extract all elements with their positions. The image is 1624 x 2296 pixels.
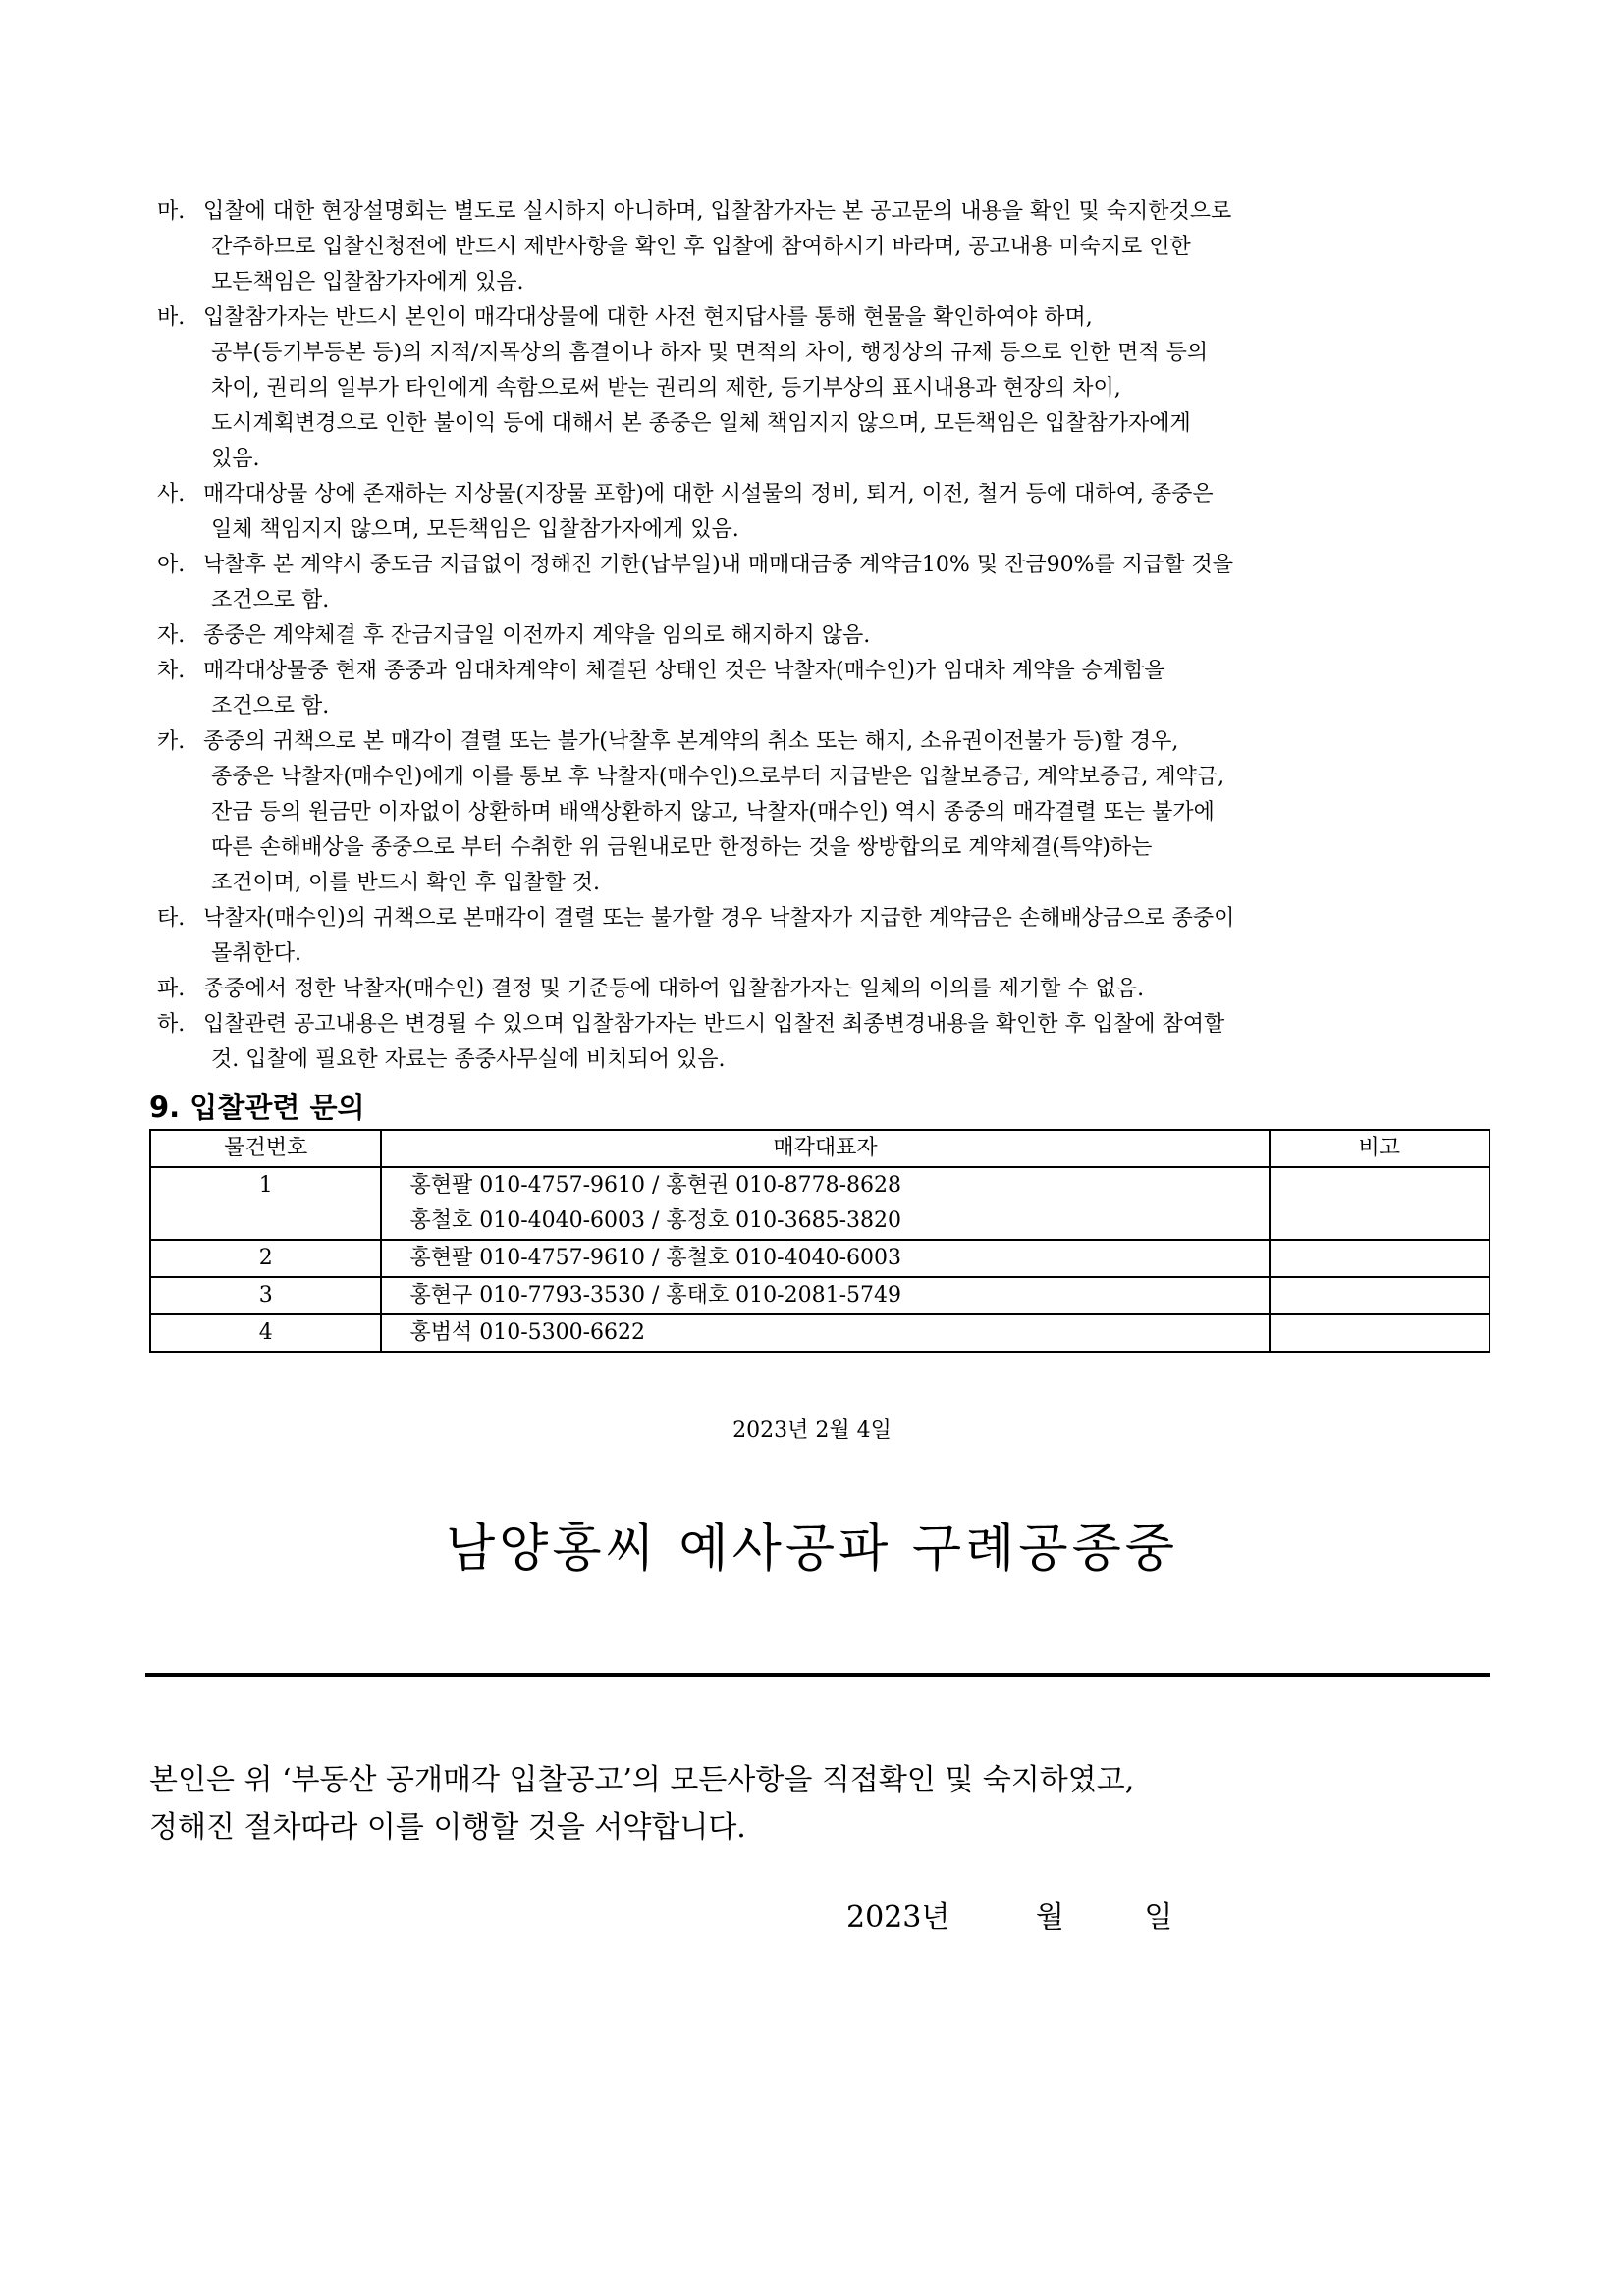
notice-item-marker: 카. [157,729,186,754]
organization-name: 남양홍씨 예사공파 구례공종중 [445,1520,1179,1578]
notice-item-line: 종중은 낙찰자(매수인)에게 이를 통보 후 낙찰자(매수인)으로부터 지급받은 입찰보증금, 계약보증금, 계약금, [211,765,1225,789]
notice-item-line: 잔금 등의 원금만 이자없이 상환하며 배액상환하지 않고, 낙찰자(매수인) 역시 종중의 매각결렬 또는 불가에 [211,800,1215,825]
notice-item [157,300,1492,477]
representative-contact: 홍철호 010-4040-6003 / 홍정호 010-3685-3820 [409,1208,902,1233]
representative-cell [381,1167,1269,1240]
notice-item-body [203,654,1492,724]
pledge-line: 본인은 위 ‘부동산 공개매각 입찰공고’의 모든사항을 직접확인 및 숙지하였고, [149,1763,1135,1797]
pledge-date-year: 2023년 [846,1900,950,1935]
item-number: 2 [258,1246,273,1270]
table-header-row [150,1130,1489,1167]
notice-item-line: 조건이며, 이를 반드시 확인 후 입찰할 것. [211,871,600,895]
notice-item-body [203,194,1492,300]
notice-item-line: 몰취한다. [211,941,302,966]
header-remarks: 비고 [1270,1130,1490,1167]
notice-item-line: 따른 손해배상을 종중으로 부터 수취한 위 금원내로만 한정하는 것을 쌍방합의로 계약체결(특약)하는 [211,835,1153,860]
notice-item-marker: 타. [157,906,186,931]
table-row [150,1277,1489,1314]
notice-item-line: 낙찰자(매수인)의 귀책으로 본매각이 결렬 또는 불가할 경우 낙찰자가 지급한 계약금은 손해배상금으로 종중이 [203,906,1235,931]
notice-item-line: 것. 입찰에 필요한 자료는 종중사무실에 비치되어 있음. [211,1047,726,1072]
notice-item-marker: 바. [157,305,186,330]
item-number-cell [150,1240,381,1277]
notice-item-line: 입찰관련 공고내용은 변경될 수 있으며 입찰참가자는 반드시 입찰전 최종변경내용을 확인한 후 입찰에 참여할 [203,1012,1225,1037]
notice-item-line: 공부(등기부등본 등)의 지적/지목상의 흠결이나 하자 및 면적의 차이, 행정상의 규제 등으로 인한 면적 등의 [211,341,1209,365]
notice-item-body [203,548,1492,618]
representative-contact: 홍현구 010-7793-3530 / 홍태호 010-2081-5749 [409,1283,902,1308]
notice-item [157,194,1492,300]
pledge-statement [149,1757,1490,1851]
notice-item-body [203,724,1492,901]
notice-item-line: 종중은 계약체결 후 잔금지급일 이전까지 계약을 임의로 해지하지 않음. [203,623,871,648]
notice-item-line: 조건으로 함. [211,588,330,613]
remarks-cell [1270,1277,1490,1314]
notice-item-body [203,300,1492,477]
section-title: 9. 입찰관련 문의 [149,1091,365,1124]
table-row [150,1240,1489,1277]
divider [145,1673,1490,1677]
notice-item-marker: 마. [157,199,186,224]
notice-date: 2023년 2월 4일 [732,1418,892,1443]
notice-item-line: 일체 책임지지 않으며, 모든책임은 입찰참가자에게 있음. [211,517,739,542]
table-row [150,1314,1489,1352]
notice-item-line: 차이, 권리의 일부가 타인에게 속함으로써 받는 권리의 제한, 등기부상의 표시내용과 현장의 차이, [211,376,1121,400]
inquiry-table [149,1129,1490,1353]
item-number-cell [150,1277,381,1314]
remarks-cell [1270,1167,1490,1240]
remarks-cell [1270,1240,1490,1277]
notice-item-marker: 자. [157,623,186,648]
remarks-cell [1270,1314,1490,1352]
item-number-cell [150,1314,381,1352]
representative-contact: 홍현팔 010-4757-9610 / 홍철호 010-4040-6003 [409,1246,902,1270]
item-number: 4 [258,1320,273,1345]
notice-item-line: 조건으로 함. [211,694,330,719]
notice-item-line: 입찰에 대한 현장설명회는 별도로 실시하지 아니하며, 입찰참가자는 본 공고문의 내용을 확인 및 숙지한것으로 [203,199,1232,224]
notice-item [157,972,1492,1007]
item-number: 3 [258,1283,273,1308]
header-representative: 매각대표자 [381,1130,1269,1167]
pledge-line: 정해진 절차따라 이를 이행할 것을 서약합니다. [149,1810,746,1844]
notice-item [157,1007,1492,1078]
table-row [150,1167,1489,1240]
representative-cell [381,1314,1269,1352]
notice-item [157,477,1492,548]
item-number: 1 [258,1173,273,1198]
pledge-date [846,1895,1172,1942]
item-number-cell [150,1167,381,1240]
pledge-date-day: 일 [1144,1900,1173,1935]
notice-item-marker: 사. [157,482,186,507]
notice-item-line: 도시계획변경으로 인한 불이익 등에 대해서 본 종중은 일체 책임지지 않으며, 모든책임은 입찰참가자에게 [211,411,1191,436]
notice-item-body [203,618,1492,654]
notice-item-body [203,477,1492,548]
notice-item-marker: 파. [157,977,186,1001]
notice-item-marker: 아. [157,553,186,577]
notice-item [157,901,1492,972]
notice-item-marker: 하. [157,1012,186,1037]
notice-item-line: 있음. [211,447,260,471]
pledge-date-month: 월 [1035,1900,1064,1935]
notice-item [157,618,1492,654]
notice-item-line: 입찰참가자는 반드시 본인이 매각대상물에 대한 사전 현지답사를 통해 현물을 확인하여야 하며, [203,305,1093,330]
notice-item-marker: 차. [157,659,186,683]
notice-item [157,548,1492,618]
notice-item-line: 종중에서 정한 낙찰자(매수인) 결정 및 기준등에 대하여 입찰참가자는 일체의 이의를 제기할 수 없음. [203,977,1145,1001]
notice-item-line: 매각대상물 상에 존재하는 지상물(지장물 포함)에 대한 시설물의 정비, 퇴거, 이전, 철거 등에 대하여, 종중은 [203,482,1214,507]
representative-cell [381,1277,1269,1314]
notice-item-body [203,1007,1492,1078]
notice-item-line: 낙찰후 본 계약시 중도금 지급없이 정해진 기한(납부일)내 매매대금중 계약금10% 및 잔금90%를 지급할 것을 [203,553,1233,577]
notice-item-line: 간주하므로 입찰신청전에 반드시 제반사항을 확인 후 입찰에 참여하시기 바라며, 공고내용 미숙지로 인한 [211,235,1191,259]
representative-cell [381,1240,1269,1277]
notice-item-line: 종중의 귀책으로 본 매각이 결렬 또는 불가(낙찰후 본계약의 취소 또는 해지, 소유권이전불가 등)할 경우, [203,729,1179,754]
representative-contact: 홍현팔 010-4757-9610 / 홍현권 010-8778-8628 [409,1173,902,1198]
representative-contact: 홍범석 010-5300-6622 [409,1320,646,1345]
notice-item-line: 모든책임은 입찰참가자에게 있음. [211,270,524,294]
notice-items [157,194,1492,1078]
notice-item-body [203,972,1492,1007]
notice-item-body [203,901,1492,972]
header-item-number: 물건번호 [150,1130,381,1167]
notice-item-line: 매각대상물중 현재 종중과 임대차계약이 체결된 상태인 것은 낙찰자(매수인)가 임대차 계약을 승계함을 [203,659,1165,683]
notice-item [157,654,1492,724]
notice-item [157,724,1492,901]
